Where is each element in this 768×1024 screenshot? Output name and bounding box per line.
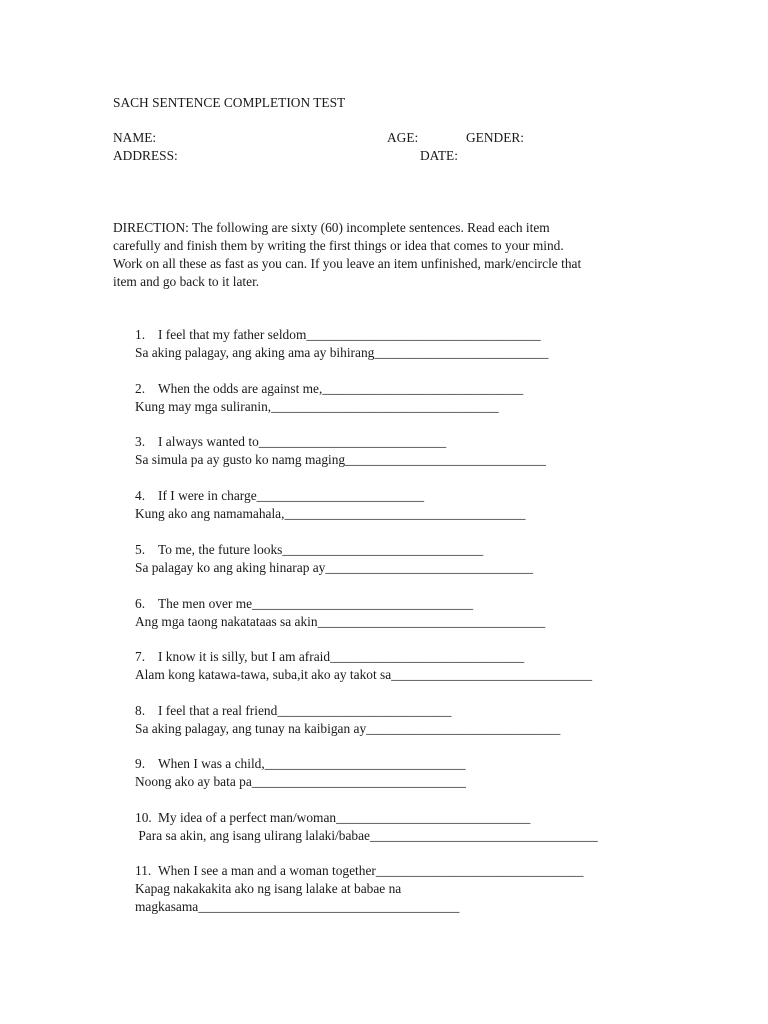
item-english-prompt[interactable] xyxy=(135,702,768,720)
item-tagalog-prompt[interactable]: Alam kong katawa-tawa, suba,it ako ay takot sa______________________________ xyxy=(135,667,593,682)
item-english-text: I always wanted to____________________________ xyxy=(158,434,447,449)
document-title: SACH SENTENCE COMPLETION TEST xyxy=(113,95,346,110)
item-english-text: I feel that a real friend__________________________ xyxy=(158,703,452,718)
item-tagalog-prompt[interactable]: Sa aking palagay, ang tunay na kaibigan ay_____________________________ xyxy=(135,721,561,736)
list-item xyxy=(0,380,768,416)
item-number: 8. xyxy=(135,703,146,718)
direction-line: Work on all these as fast as you can. If you leave an item unfinished, mark/encircle that xyxy=(113,256,582,271)
item-number: 7. xyxy=(135,649,146,664)
item-number: 5. xyxy=(135,542,146,557)
item-tagalog-prompt[interactable]: Sa palagay ko ang aking hinarap ay_______________________________ xyxy=(135,560,533,575)
direction-line: carefully and finish them by writing the first things or idea that comes to your mind. xyxy=(113,238,564,253)
item-english-text: When I see a man and a woman together_______________________________ xyxy=(158,863,584,878)
direction-paragraph xyxy=(113,219,653,291)
item-tagalog-prompt[interactable]: Para sa akin, ang isang ulirang lalaki/babae__________________________________ xyxy=(135,828,598,843)
item-english-prompt[interactable] xyxy=(135,380,768,398)
list-item xyxy=(0,487,768,523)
direction-line: DIRECTION: The following are sixty (60) incomplete sentences. Read each item xyxy=(113,220,550,235)
list-item xyxy=(0,326,768,362)
item-number: 3. xyxy=(135,434,146,449)
list-item xyxy=(0,648,768,684)
address-label: ADDRESS: xyxy=(113,148,178,163)
item-english-prompt[interactable] xyxy=(135,648,768,666)
list-item xyxy=(0,541,768,577)
direction-line: item and go back to it later. xyxy=(113,274,260,289)
item-number: 4. xyxy=(135,488,146,503)
item-english-prompt[interactable] xyxy=(135,326,768,344)
item-tagalog-prompt[interactable]: Noong ako ay bata pa________________________________ xyxy=(135,774,467,789)
list-item xyxy=(0,702,768,738)
item-english-prompt[interactable] xyxy=(135,862,768,880)
item-english-text: My idea of a perfect man/woman_____________________________ xyxy=(158,810,531,825)
item-tagalog-prompt[interactable]: Sa simula pa ay gusto ko namg maging______________________________ xyxy=(135,452,546,467)
item-english-prompt[interactable] xyxy=(135,595,768,613)
item-english-text: When I was a child,______________________________ xyxy=(158,756,466,771)
item-tagalog-prompt[interactable]: Sa aking palagay, ang aking ama ay bihirang__________________________ xyxy=(135,345,549,360)
item-english-text: I know it is silly, but I am afraid_____________________________ xyxy=(158,649,525,664)
item-english-text: The men over me_________________________________ xyxy=(158,596,474,611)
item-english-prompt[interactable] xyxy=(135,433,768,451)
item-english-prompt[interactable] xyxy=(135,541,768,559)
name-label: NAME: xyxy=(113,130,157,145)
age-label: AGE: xyxy=(387,130,419,145)
list-item xyxy=(0,809,768,845)
item-english-text: If I were in charge_________________________ xyxy=(158,488,425,503)
list-item xyxy=(0,433,768,469)
item-tagalog-prompt[interactable]: Kung may mga suliranin,__________________________________ xyxy=(135,399,499,414)
item-english-text: To me, the future looks______________________________ xyxy=(158,542,484,557)
item-number: 6. xyxy=(135,596,146,611)
item-english-prompt[interactable] xyxy=(135,755,768,773)
item-english-prompt[interactable] xyxy=(135,809,768,827)
item-number: 2. xyxy=(135,381,146,396)
item-tagalog-prompt[interactable]: Ang mga taong nakatataas sa akin__________________________________ xyxy=(135,614,546,629)
item-english-prompt[interactable] xyxy=(135,487,768,505)
item-number: 1. xyxy=(135,327,146,342)
list-item xyxy=(0,755,768,791)
item-number: 10. xyxy=(135,810,152,825)
list-item xyxy=(0,595,768,631)
list-item xyxy=(0,862,768,916)
date-label: DATE: xyxy=(420,148,458,163)
item-english-text: When the odds are against me,______________________________ xyxy=(158,381,524,396)
gender-label: GENDER: xyxy=(466,130,525,145)
item-number: 11. xyxy=(135,863,152,878)
item-tagalog-prompt[interactable]: Kung ako ang namamahala,____________________________________ xyxy=(135,506,526,521)
item-tagalog-prompt[interactable]: magkasama_______________________________________ xyxy=(135,899,460,914)
item-english-text: I feel that my father seldom___________________________________ xyxy=(158,327,541,342)
item-tagalog-prompt[interactable]: Kapag nakakakita ako ng isang lalake at babae na xyxy=(135,881,402,896)
item-number: 9. xyxy=(135,756,146,771)
